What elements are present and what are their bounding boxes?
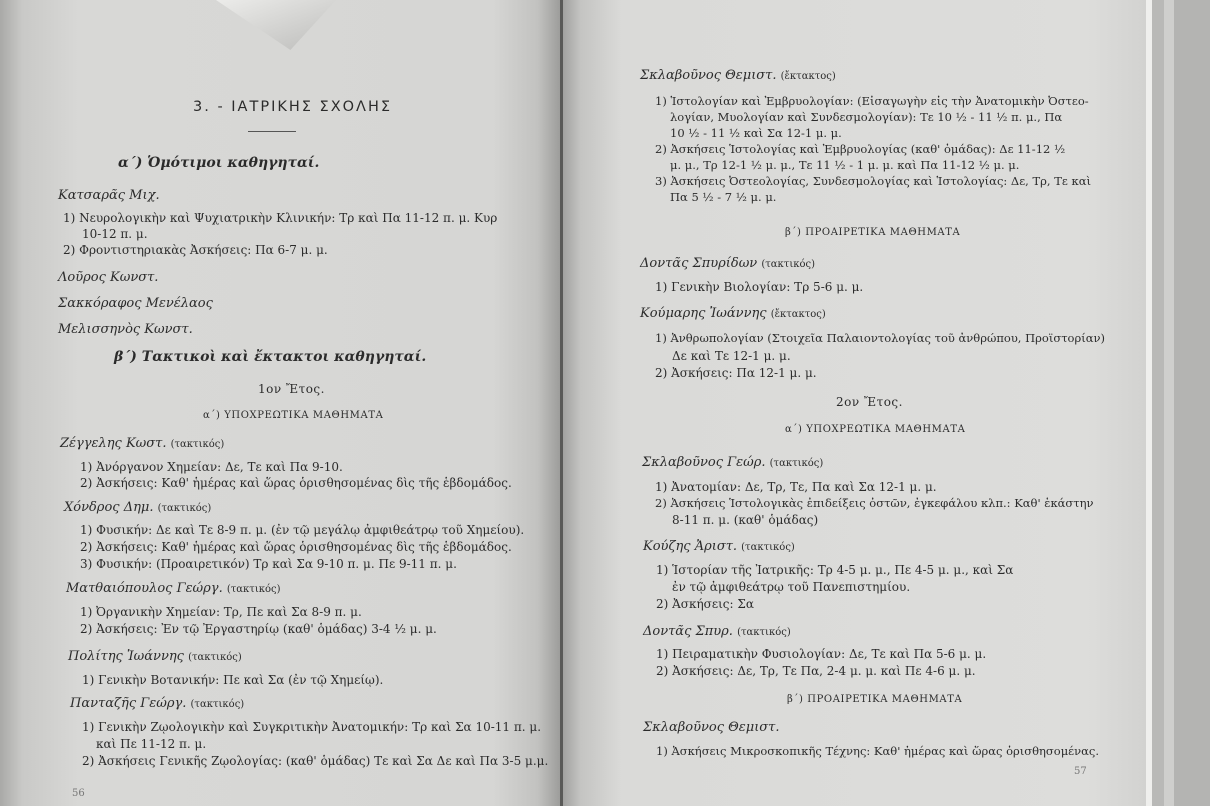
course-line: 2) Ἀσκήσεις: Ἐν τῷ Ἐργαστηρίῳ (καθ' ὁμάδας) 3-4 ½ μ. μ.	[80, 622, 437, 636]
course-line: 8-11 π. μ. (καθ' ὁμάδας)	[672, 513, 819, 527]
course-line: 3) Φυσικήν: (Προαιρετικόν) Τρ καὶ Σα 9-10 π. μ. Πε 9-11 π. μ.	[80, 557, 457, 571]
faculty-heading: 3. - ΙΑΤΡΙΚΗΣ ΣΧΟΛΗΣ	[193, 99, 393, 115]
course-line: Πα 5 ½ - 7 ½ μ. μ.	[670, 190, 777, 204]
course-line: 2) Ἀσκήσεις: Καθ' ἡμέρας καὶ ὥρας ὁρισθησομένας δὶς τῆς ἑβδομάδος.	[80, 540, 512, 554]
right-page	[563, 0, 1146, 806]
course-line: 1) Νευρολογικὴν καὶ Ψυχιατρικὴν Κλινικήν: Τρ καὶ Πα 11-12 π. μ. Κυρ	[63, 211, 498, 225]
professor-name: Κατσαρᾶς Μιχ.	[58, 188, 160, 203]
course-line: 10 ½ - 11 ½ καὶ Σα 12-1 μ. μ.	[670, 126, 842, 140]
course-line: 3) Ἀσκήσεις Ὀστεολογίας, Συνδεσμολογίας καὶ Ἱστολογίας: Δε, Τρ, Τε καὶ	[655, 174, 1091, 188]
course-line: 2) Ἀσκήσεις Ἱστολογικὰς ἐπιδείξεις ὀστῶν, ἐγκεφάλου κλπ.: Καθ' ἑκάστην	[655, 496, 1094, 510]
professor-name: Σκλαβοῦνος Θεμιστ. (ἔκτακτος)	[640, 68, 836, 83]
course-line: μ. μ., Τρ 12-1 ½ μ. μ., Τε 11 ½ - 1 μ. μ. καὶ Πα 11-12 ½ μ. μ.	[670, 158, 1020, 172]
professor-name: Σακκόραφος Μενέλαος	[58, 296, 213, 311]
required-courses-heading: α΄) ΥΠΟΧΡΕΩΤΙΚΑ ΜΑΘΗΜΑΤΑ	[203, 410, 384, 421]
page-edge	[1152, 0, 1164, 806]
course-line: 1) Ἱστολογίαν καὶ Ἐμβρυολογίαν: (Εἰσαγωγὴν εἰς τὴν Ἀνατομικὴν Ὀστεο-	[655, 94, 1089, 108]
professor-name: Πανταζῆς Γεώργ. (τακτικός)	[70, 696, 245, 711]
professor-name: Ζέγγελης Κωστ. (τακτικός)	[60, 436, 225, 451]
required-courses-heading: α΄) ΥΠΟΧΡΕΩΤΙΚΑ ΜΑΘΗΜΑΤΑ	[785, 424, 966, 435]
course-line: 1) Ἀνθρωπολογίαν (Στοιχεῖα Παλαιοντολογίας τοῦ ἀνθρώπου, Προϊστορίαν)	[655, 331, 1105, 345]
section-emeriti: α΄) Ὁμότιμοι καθηγηταί.	[118, 155, 320, 171]
professor-name: Κούζης Ἀριστ. (τακτικός)	[643, 539, 795, 554]
course-line: λογίαν, Μυολογίαν καὶ Συνδεσμολογίαν): Τε 10 ½ - 11 ½ π. μ., Πα	[670, 110, 1063, 124]
course-line: 1) Φυσικήν: Δε καὶ Τε 8-9 π. μ. (ἐν τῷ μεγάλῳ ἀμφιθεάτρῳ τοῦ Χημείου).	[80, 523, 525, 537]
course-line: 2) Ἀσκήσεις: Πα 12-1 μ. μ.	[655, 366, 817, 380]
course-line: Δε καὶ Τε 12-1 μ. μ.	[672, 349, 791, 363]
course-line: 2) Ἀσκήσεις Ἱστολογίας καὶ Ἐμβρυολογίας (καθ' ὁμάδας): Δε 11-12 ½	[655, 142, 1066, 156]
course-line: 2) Φροντιστηριακὰς Ἀσκήσεις: Πα 6-7 μ. μ.	[63, 243, 328, 257]
professor-name: Μελισσηνὸς Κωνστ.	[58, 322, 193, 337]
course-line: 1) Ἀνατομίαν: Δε, Τρ, Τε, Πα καὶ Σα 12-1 μ. μ.	[655, 480, 937, 494]
course-line: 1) Γενικὴν Βιολογίαν: Τρ 5-6 μ. μ.	[655, 280, 864, 294]
professor-name: Σκλαβοῦνος Γεώρ. (τακτικός)	[642, 455, 824, 470]
left-page	[0, 0, 560, 806]
professor-name: Λοῦρος Κωνστ.	[58, 270, 159, 285]
professor-name: Ματθαιόπουλος Γεώργ. (τακτικός)	[66, 581, 281, 596]
heading-rule	[248, 131, 296, 132]
course-line: 2) Ἀσκήσεις: Σα	[656, 597, 754, 611]
background-surface	[1174, 0, 1210, 806]
paper-tab	[216, 0, 336, 50]
professor-name: Δοντᾶς Σπυρ. (τακτικός)	[643, 624, 791, 639]
course-line: ἐν τῷ ἀμφιθεάτρῳ τοῦ Πανεπιστημίου.	[672, 580, 911, 594]
course-line: 2) Ἀσκήσεις Γενικῆς Ζῳολογίας: (καθ' ὁμάδας) Τε καὶ Σα Δε καὶ Πα 3-5 μ.μ.	[82, 754, 549, 768]
course-line: 1) Γενικὴν Ζῳολογικὴν καὶ Συγκριτικὴν Ἀνατομικήν: Τρ καὶ Σα 10-11 π. μ.	[82, 720, 542, 734]
professor-name: Δοντᾶς Σπυρίδων (τακτικός)	[640, 256, 816, 271]
professor-name: Πολίτης Ἰωάννης (τακτικός)	[68, 649, 242, 664]
course-line: 1) Ἀσκήσεις Μικροσκοπικῆς Τέχνης: Καθ' ἡμέρας καὶ ὥρας ὁρισθησομένας.	[656, 744, 1099, 758]
course-line: 10-12 π. μ.	[82, 227, 148, 241]
course-line: 1) Ἀνόργανον Χημείαν: Δε, Τε καὶ Πα 9-10.	[80, 460, 343, 474]
page-edge	[1164, 0, 1174, 806]
course-line: καὶ Πε 11-12 π. μ.	[96, 737, 207, 751]
course-line: 1) Ὀργανικὴν Χημείαν: Τρ, Πε καὶ Σα 8-9 π. μ.	[80, 605, 362, 619]
page-number: 56	[72, 788, 85, 799]
professor-name: Χόνδρος Δημ. (τακτικός)	[64, 500, 212, 515]
optional-courses-heading: β΄) ΠΡΟΑΙΡΕΤΙΚΑ ΜΑΘΗΜΑΤΑ	[787, 694, 963, 705]
course-line: 1) Γενικὴν Βοτανικήν: Πε καὶ Σα (ἐν τῷ Χημείῳ).	[82, 673, 384, 687]
year-heading: 1ον Ἔτος.	[258, 382, 325, 396]
course-line: 1) Πειραματικὴν Φυσιολογίαν: Δε, Τε καὶ Πα 5-6 μ. μ.	[656, 647, 987, 661]
page-number: 57	[1074, 766, 1087, 777]
professor-name: Κούμαρης Ἰωάννης (ἔκτακτος)	[640, 306, 826, 321]
course-line: 2) Ἀσκήσεις: Δε, Τρ, Τε Πα, 2-4 μ. μ. καὶ Πε 4-6 μ. μ.	[656, 664, 976, 678]
course-line: 1) Ἱστορίαν τῆς Ἰατρικῆς: Τρ 4-5 μ. μ., Πε 4-5 μ. μ., καὶ Σα	[656, 563, 1014, 577]
optional-courses-heading: β΄) ΠΡΟΑΙΡΕΤΙΚΑ ΜΑΘΗΜΑΤΑ	[785, 227, 961, 238]
course-line: 2) Ἀσκήσεις: Καθ' ἡμέρας καὶ ὥρας ὁρισθησομένας δὶς τῆς ἑβδομάδος.	[80, 476, 512, 490]
section-regular-extraordinary: β΄) Τακτικοὶ καὶ ἔκτακτοι καθηγηταί.	[114, 349, 427, 365]
professor-name: Σκλαβοῦνος Θεμιστ.	[643, 720, 780, 735]
year-heading: 2ον Ἔτος.	[836, 395, 903, 409]
